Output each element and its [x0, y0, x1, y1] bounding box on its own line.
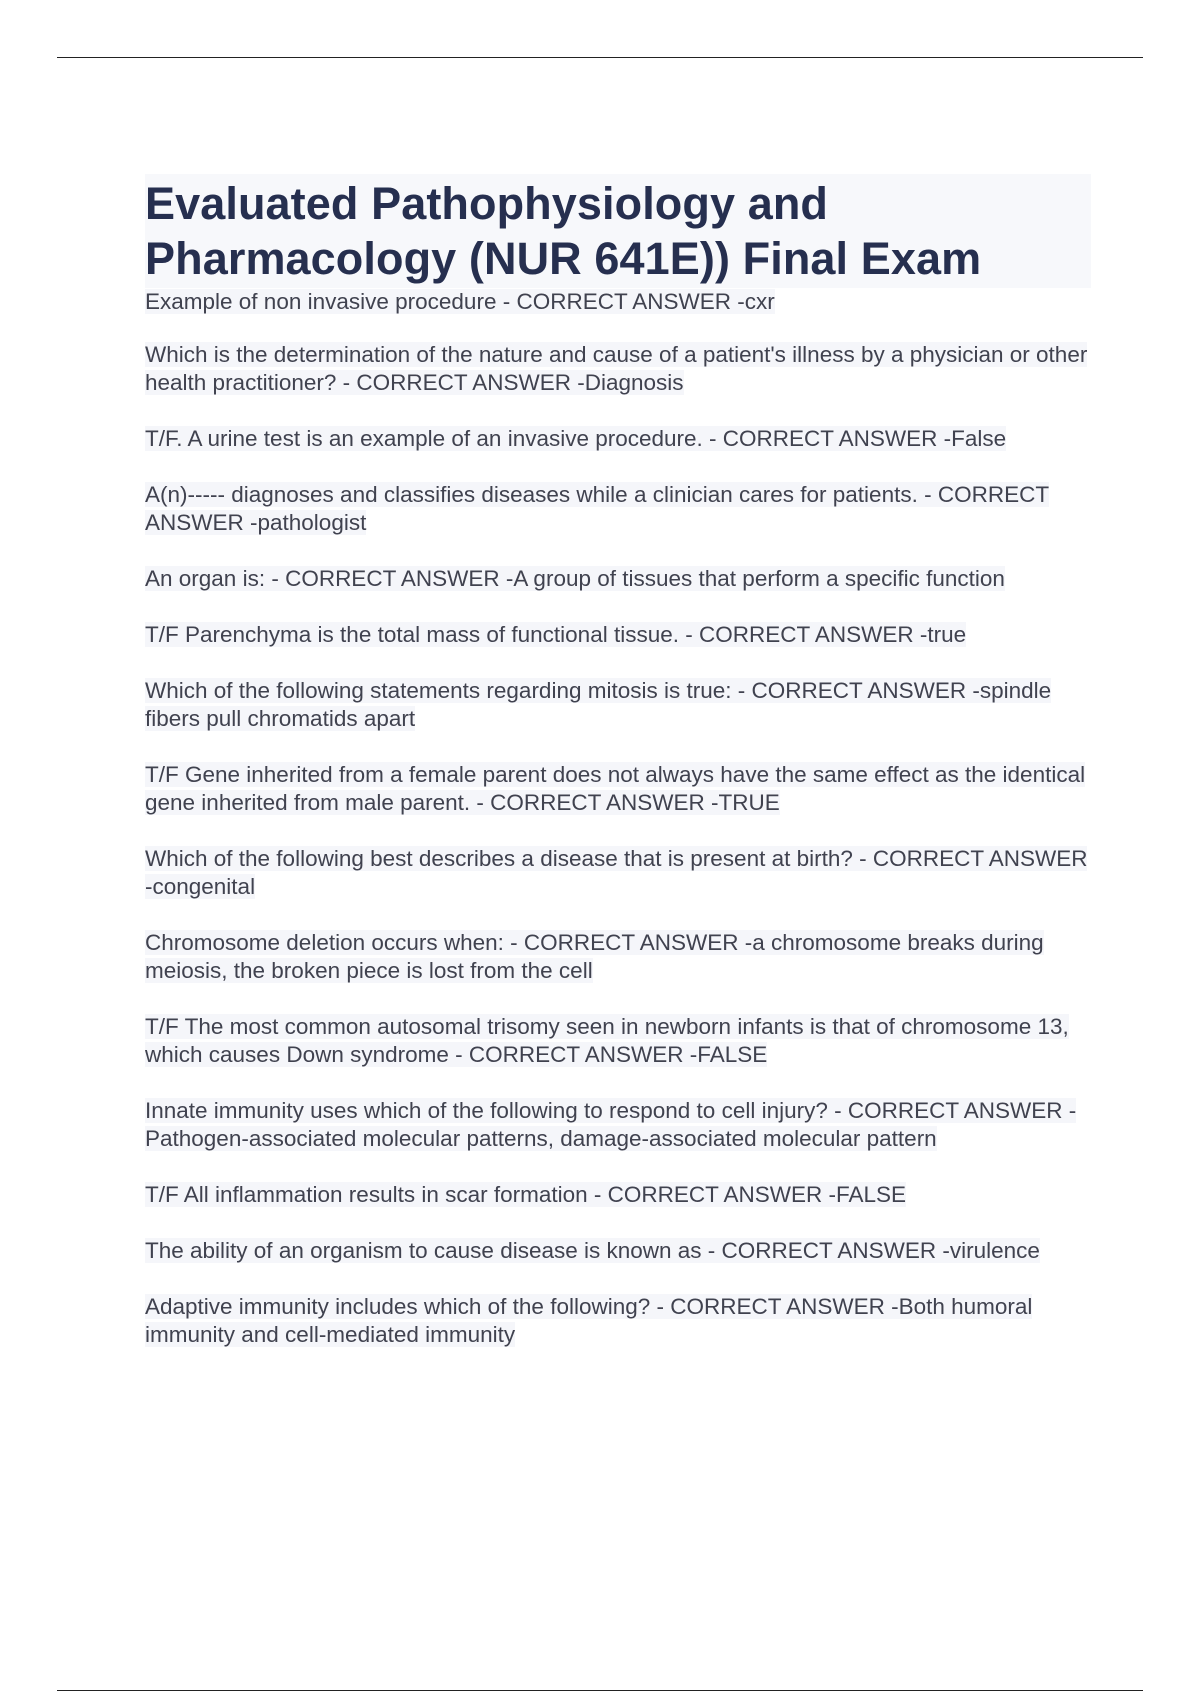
qa-item: [145, 677, 1091, 733]
qa-text: T/F. A urine test is an example of an invasive procedure. - CORRECT ANSWER -False: [145, 426, 1007, 451]
top-divider: [57, 57, 1143, 58]
qa-item: [145, 761, 1091, 817]
qa-item: [145, 845, 1091, 901]
qa-text: Example of non invasive procedure - CORRECT ANSWER -cxr: [145, 289, 775, 314]
qa-text: Which of the following best describes a disease that is present at birth? - CORRECT ANSWER -congenital: [145, 846, 1088, 899]
qa-text: Chromosome deletion occurs when: - CORRECT ANSWER -a chromosome breaks during meiosis, the broken piece is lost from the cell: [145, 930, 1044, 983]
qa-text: An organ is: - CORRECT ANSWER -A group of tissues that perform a specific function: [145, 566, 1005, 591]
qa-item: [145, 288, 1091, 316]
qa-text: T/F Parenchyma is the total mass of functional tissue. - CORRECT ANSWER -true: [145, 622, 967, 647]
qa-text: T/F The most common autosomal trisomy seen in newborn infants is that of chromosome 13, which causes Down syndrome - CORRECT ANSWER -FALSE: [145, 1014, 1069, 1067]
bottom-divider: [57, 1690, 1143, 1691]
qa-item: [145, 1237, 1091, 1265]
qa-item: [145, 481, 1091, 537]
qa-item: [145, 1013, 1091, 1069]
qa-text: The ability of an organism to cause disease is known as - CORRECT ANSWER -virulence: [145, 1238, 1040, 1263]
qa-text: Which of the following statements regarding mitosis is true: - CORRECT ANSWER -spindle fibers pull chromatids apart: [145, 678, 1052, 731]
qa-text: Adaptive immunity includes which of the following? - CORRECT ANSWER -Both humoral immunity and cell-mediated immunity: [145, 1294, 1033, 1347]
qa-item: [145, 425, 1091, 453]
qa-text: T/F All inflammation results in scar formation - CORRECT ANSWER -FALSE: [145, 1182, 907, 1207]
qa-item: [145, 1097, 1091, 1153]
qa-item: [145, 1181, 1091, 1209]
qa-text: T/F Gene inherited from a female parent does not always have the same effect as the identical gene inherited from male parent. - CORRECT ANSWER -TRUE: [145, 762, 1086, 815]
qa-text: Which is the determination of the nature and cause of a patient's illness by a physician or other health practitioner? - CORRECT ANSWER -Diagnosis: [145, 342, 1088, 395]
qa-item: [145, 341, 1091, 397]
qa-item: [145, 621, 1091, 649]
qa-item: [145, 1293, 1091, 1349]
document-title: Evaluated Pathophysiology and Pharmacology (NUR 641E)) Final Exam: [145, 174, 1091, 288]
qa-item: [145, 929, 1091, 985]
qa-text: A(n)----- diagnoses and classifies diseases while a clinician cares for patients. - CORRECT ANSWER -pathologist: [145, 482, 1050, 535]
qa-item: [145, 565, 1091, 593]
document-body: [145, 174, 1091, 1377]
qa-text: Innate immunity uses which of the following to respond to cell injury? - CORRECT ANSWER -Pathogen-associated molecular patterns, damage-associated molecular pattern: [145, 1098, 1077, 1151]
